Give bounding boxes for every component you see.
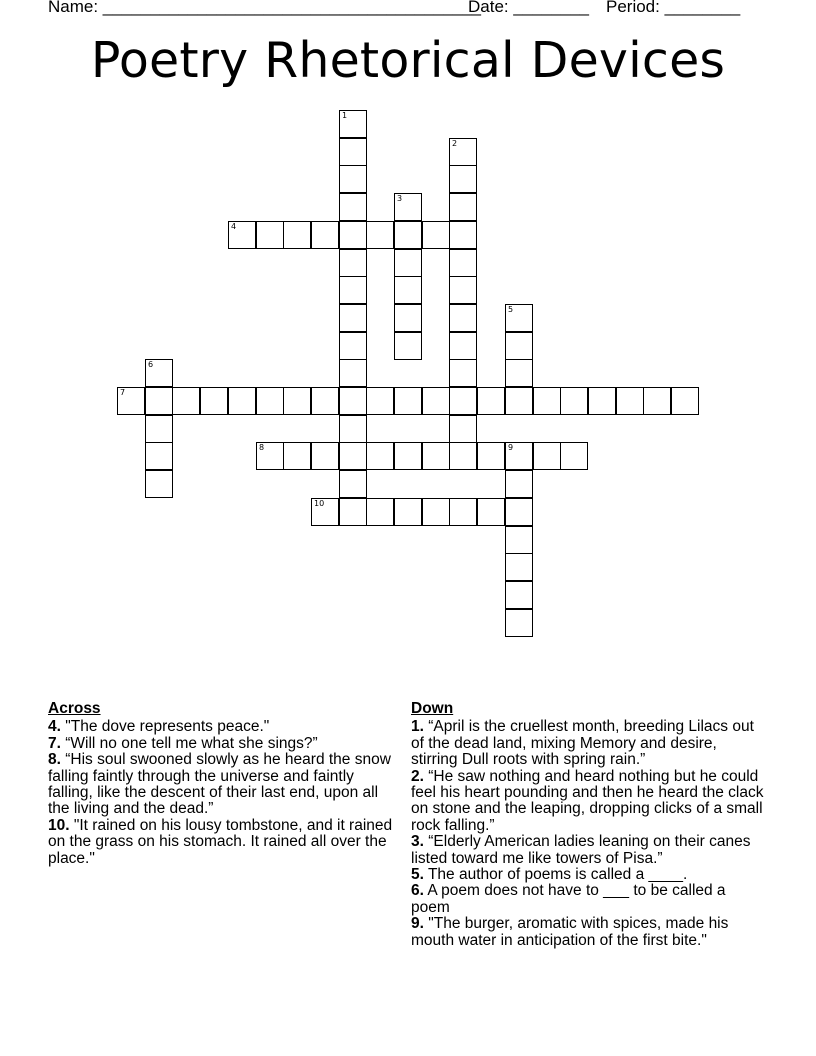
grid-cell[interactable] xyxy=(449,442,477,470)
clue-number-label: 2 xyxy=(452,139,458,148)
grid-cell[interactable] xyxy=(505,442,533,470)
grid-cell[interactable] xyxy=(339,221,367,249)
clue-number-label: 8 xyxy=(259,443,265,452)
grid-cell[interactable] xyxy=(256,387,284,415)
grid-cell[interactable] xyxy=(477,498,505,526)
grid-cell[interactable] xyxy=(145,470,173,498)
across-clues xyxy=(48,701,400,867)
grid-cell[interactable] xyxy=(394,387,422,415)
clue-number: 8. xyxy=(48,751,61,769)
grid-cell[interactable] xyxy=(505,470,533,498)
grid-cell[interactable] xyxy=(560,387,588,415)
grid-cell[interactable] xyxy=(339,470,367,498)
clue-number-label: 7 xyxy=(120,388,126,397)
clue-number-label: 4 xyxy=(231,222,237,231)
grid-cell[interactable] xyxy=(422,442,450,470)
grid-cell[interactable] xyxy=(394,249,422,277)
grid-cell[interactable] xyxy=(339,304,367,332)
clue-text: “April is the cruellest month, breeding Lilacs out of the dead land, mixing Memory and desire, stirring Dull roots with spring rain.” xyxy=(411,718,754,769)
clue-text: A poem does not have to ___ to be called a poem xyxy=(411,882,726,916)
grid-cell[interactable] xyxy=(588,387,616,415)
grid-cell[interactable] xyxy=(339,359,367,387)
grid-cell[interactable] xyxy=(394,276,422,304)
grid-cell[interactable] xyxy=(394,304,422,332)
grid-cell[interactable] xyxy=(366,498,394,526)
clue-number: 3. xyxy=(411,833,424,851)
clue-number-label: 5 xyxy=(508,305,514,314)
grid-cell[interactable] xyxy=(505,609,533,637)
grid-cell[interactable] xyxy=(339,498,367,526)
clue-number: 5. xyxy=(411,866,424,884)
grid-cell[interactable] xyxy=(311,498,339,526)
clue-number: 4. xyxy=(48,718,61,736)
down-clues xyxy=(411,701,767,949)
down-heading: Down xyxy=(411,700,454,717)
clue-item xyxy=(411,916,767,949)
grid-cell[interactable] xyxy=(560,442,588,470)
clue-text: “He saw nothing and heard nothing but he could feel his heart pounding and then he heard the clack on stone and the leaping, dropping clicks of a small rock falling.” xyxy=(411,767,764,834)
clue-number-label: 1 xyxy=(342,111,348,120)
grid-cell[interactable] xyxy=(228,221,256,249)
grid-cell[interactable] xyxy=(366,442,394,470)
grid-cell[interactable] xyxy=(311,442,339,470)
clue-number: 2. xyxy=(411,767,424,785)
grid-cell[interactable] xyxy=(505,553,533,581)
clue-item xyxy=(48,736,400,752)
clue-number: 10. xyxy=(48,816,70,834)
grid-cell[interactable] xyxy=(339,193,367,221)
clue-item xyxy=(411,867,767,883)
grid-cell[interactable] xyxy=(449,332,477,360)
grid-cell[interactable] xyxy=(200,387,228,415)
clue-item xyxy=(411,769,767,835)
grid-cell[interactable] xyxy=(422,387,450,415)
grid-cell[interactable] xyxy=(339,138,367,166)
grid-cell[interactable] xyxy=(283,442,311,470)
grid-cell[interactable] xyxy=(339,276,367,304)
grid-cell[interactable] xyxy=(172,387,200,415)
grid-cell[interactable] xyxy=(505,526,533,554)
grid-cell[interactable] xyxy=(339,387,367,415)
clue-number: 7. xyxy=(48,734,61,752)
clue-item xyxy=(411,834,767,867)
clue-number-label: 6 xyxy=(148,360,154,369)
grid-cell[interactable] xyxy=(477,442,505,470)
clue-text: “Elderly American ladies leaning on their canes listed toward me like towers of Pisa.” xyxy=(411,833,751,867)
grid-cell[interactable] xyxy=(533,387,561,415)
grid-cell[interactable] xyxy=(671,387,699,415)
grid-cell[interactable] xyxy=(228,387,256,415)
clue-text: "It rained on his lousy tombstone, and it rained on the grass on his stomach. It rained all over the place." xyxy=(48,816,393,867)
clue-item xyxy=(48,719,400,735)
clue-item xyxy=(48,818,400,867)
grid-cell[interactable] xyxy=(145,415,173,443)
grid-cell[interactable] xyxy=(449,387,477,415)
clue-item xyxy=(48,752,400,818)
clue-text: “His soul swooned slowly as he heard the snow falling faintly through the universe and faintly falling, like the descent of their last end, upon all the living and the dead.” xyxy=(48,751,391,818)
grid-cell[interactable] xyxy=(449,276,477,304)
clue-number-label: 10 xyxy=(314,499,325,508)
grid-cell[interactable] xyxy=(145,359,173,387)
grid-cell[interactable] xyxy=(339,332,367,360)
grid-cell[interactable] xyxy=(366,387,394,415)
grid-cell[interactable] xyxy=(422,221,450,249)
grid-cell[interactable] xyxy=(145,387,173,415)
clue-number-label: 3 xyxy=(397,194,403,203)
grid-cell[interactable] xyxy=(145,442,173,470)
grid-cell[interactable] xyxy=(394,498,422,526)
grid-cell[interactable] xyxy=(339,415,367,443)
clue-text: The author of poems is called a ____. xyxy=(427,866,688,884)
grid-cell[interactable] xyxy=(449,415,477,443)
grid-cell[interactable] xyxy=(311,387,339,415)
grid-cell[interactable] xyxy=(394,193,422,221)
grid-cell[interactable] xyxy=(256,442,284,470)
grid-cell[interactable] xyxy=(394,221,422,249)
grid-cell[interactable] xyxy=(117,387,145,415)
grid-cell[interactable] xyxy=(339,165,367,193)
name-field[interactable]: Name: ________________________________________ xyxy=(48,0,481,16)
clue-number-label: 9 xyxy=(508,443,514,452)
grid-cell[interactable] xyxy=(256,221,284,249)
grid-cell[interactable] xyxy=(505,359,533,387)
clue-text: “Will no one tell me what she sings?” xyxy=(65,734,318,752)
clue-number: 1. xyxy=(411,718,424,736)
grid-cell[interactable] xyxy=(283,221,311,249)
grid-cell[interactable] xyxy=(505,581,533,609)
grid-cell[interactable] xyxy=(533,442,561,470)
clue-item xyxy=(411,883,767,916)
period-field[interactable]: Period: ________ xyxy=(606,0,741,16)
across-heading: Across xyxy=(48,700,101,717)
grid-cell[interactable] xyxy=(449,138,477,166)
grid-cell[interactable] xyxy=(394,332,422,360)
clue-text: "The burger, aromatic with spices, made his mouth water in anticipation of the first bite." xyxy=(411,915,729,949)
grid-cell[interactable] xyxy=(505,498,533,526)
grid-cell[interactable] xyxy=(449,193,477,221)
grid-cell[interactable] xyxy=(616,387,644,415)
grid-cell[interactable] xyxy=(449,249,477,277)
grid-cell[interactable] xyxy=(477,387,505,415)
grid-cell[interactable] xyxy=(505,387,533,415)
grid-cell[interactable] xyxy=(643,387,671,415)
grid-cell[interactable] xyxy=(449,359,477,387)
grid-cell[interactable] xyxy=(311,221,339,249)
grid-cell[interactable] xyxy=(283,387,311,415)
grid-cell[interactable] xyxy=(449,165,477,193)
grid-cell[interactable] xyxy=(449,498,477,526)
grid-cell[interactable] xyxy=(394,442,422,470)
grid-cell[interactable] xyxy=(339,442,367,470)
grid-cell[interactable] xyxy=(449,304,477,332)
page-title: Poetry Rhetorical Devices xyxy=(90,32,726,89)
grid-cell[interactable] xyxy=(505,332,533,360)
grid-cell[interactable] xyxy=(339,249,367,277)
grid-cell[interactable] xyxy=(505,304,533,332)
grid-cell[interactable] xyxy=(422,498,450,526)
grid-cell[interactable] xyxy=(449,221,477,249)
date-field[interactable]: Date: ________ xyxy=(468,0,589,16)
clue-text: "The dove represents peace." xyxy=(65,718,270,736)
clue-item xyxy=(411,719,767,768)
clue-number: 6. xyxy=(411,882,424,900)
grid-cell[interactable] xyxy=(339,110,367,138)
grid-cell[interactable] xyxy=(366,221,394,249)
clue-number: 9. xyxy=(411,915,424,933)
